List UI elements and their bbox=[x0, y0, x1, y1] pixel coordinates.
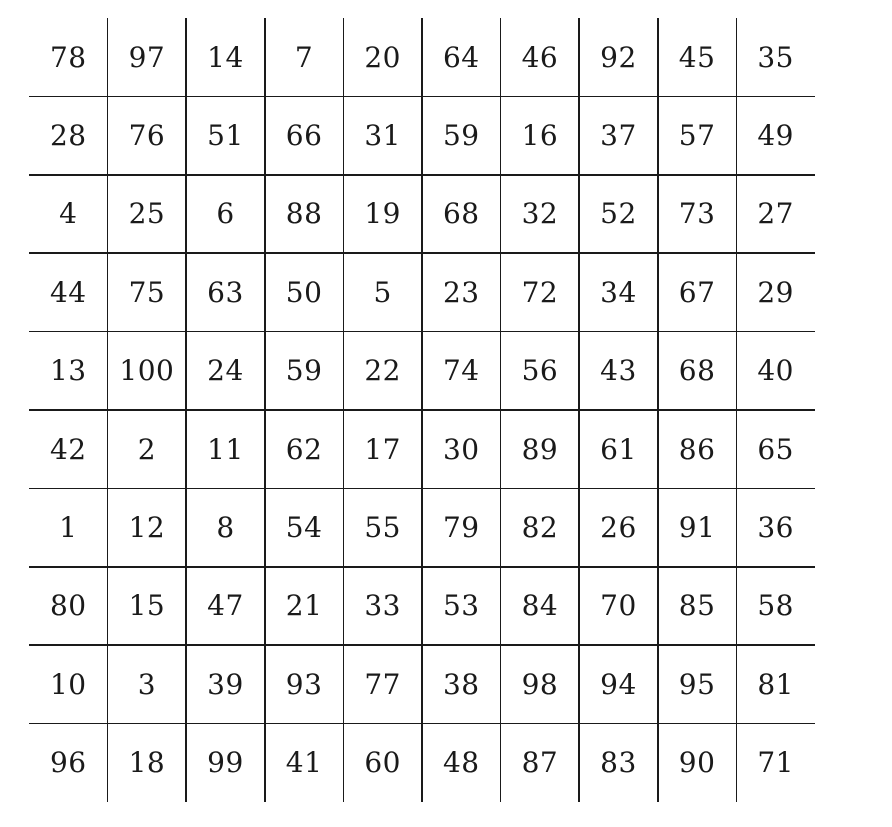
grid-cell: 100 bbox=[119, 354, 175, 388]
grid-cell: 97 bbox=[128, 40, 166, 74]
grid-cell: 67 bbox=[678, 275, 716, 309]
grid-cell: 30 bbox=[442, 432, 480, 466]
grid-cell: 41 bbox=[285, 746, 323, 780]
grid-cell: 82 bbox=[521, 511, 559, 545]
grid-cell: 79 bbox=[442, 511, 480, 545]
grid-cell: 95 bbox=[678, 667, 716, 701]
grid-cell: 28 bbox=[49, 119, 87, 153]
grid-cell: 23 bbox=[442, 275, 480, 309]
grid-cell: 19 bbox=[364, 197, 401, 231]
grid-cell: 58 bbox=[757, 589, 794, 623]
grid-cell: 29 bbox=[757, 275, 794, 309]
grid-cell: 16 bbox=[521, 119, 559, 153]
grid-cell: 64 bbox=[442, 40, 480, 74]
grid-cell: 20 bbox=[364, 40, 401, 74]
grid-cell: 59 bbox=[442, 119, 480, 153]
grid-cell: 73 bbox=[678, 197, 716, 231]
grid-cell: 71 bbox=[757, 746, 794, 780]
grid-cell: 96 bbox=[49, 746, 87, 780]
grid-cell: 4 bbox=[59, 197, 78, 231]
grid-cell: 60 bbox=[364, 746, 401, 780]
grid-cell: 2 bbox=[137, 432, 157, 466]
grid-cell: 15 bbox=[128, 589, 166, 623]
grid-cell: 84 bbox=[521, 589, 559, 623]
grid-cell: 14 bbox=[207, 40, 244, 74]
grid-cell: 92 bbox=[600, 40, 637, 74]
grid-cell: 50 bbox=[285, 275, 323, 309]
grid-cell: 99 bbox=[207, 746, 244, 780]
grid-cell: 90 bbox=[678, 746, 716, 780]
grid-cell: 88 bbox=[285, 197, 323, 231]
grid-cell: 11 bbox=[207, 432, 244, 466]
grid-cell: 40 bbox=[757, 354, 794, 388]
grid-cell: 56 bbox=[521, 354, 559, 388]
grid-cell: 51 bbox=[207, 119, 244, 153]
grid-cell: 3 bbox=[137, 667, 157, 701]
grid-cell: 54 bbox=[285, 511, 323, 545]
grid-cell: 66 bbox=[285, 119, 323, 153]
grid-cell: 43 bbox=[600, 354, 637, 388]
grid-cell: 32 bbox=[521, 197, 559, 231]
grid-cell: 44 bbox=[49, 275, 87, 309]
grid-cell: 36 bbox=[757, 511, 794, 545]
grid-cell: 68 bbox=[678, 354, 716, 388]
grid-cell: 7 bbox=[294, 40, 314, 74]
grid-cell: 75 bbox=[128, 275, 166, 309]
grid-cell: 94 bbox=[600, 667, 637, 701]
grid-cell: 24 bbox=[207, 354, 244, 388]
grid-cell: 38 bbox=[442, 667, 480, 701]
grid-cell: 22 bbox=[364, 354, 401, 388]
grid-cell: 70 bbox=[600, 589, 637, 623]
grid-cell: 65 bbox=[757, 432, 794, 466]
grid-cell: 68 bbox=[442, 197, 480, 231]
grid-cell: 21 bbox=[285, 589, 323, 623]
grid-cell: 17 bbox=[364, 432, 401, 466]
grid-cell: 76 bbox=[128, 119, 166, 153]
grid-cell: 81 bbox=[757, 667, 794, 701]
grid-cell: 42 bbox=[49, 432, 87, 466]
grid-cell: 55 bbox=[364, 511, 401, 545]
grid-cell: 74 bbox=[442, 354, 480, 388]
grid-cell: 89 bbox=[521, 432, 559, 466]
grid-cell: 93 bbox=[285, 667, 323, 701]
grid-cell: 45 bbox=[678, 40, 716, 74]
grid-cell: 91 bbox=[678, 511, 716, 545]
grid-cell: 63 bbox=[207, 275, 244, 309]
grid-cell: 49 bbox=[757, 119, 794, 153]
grid-cell: 78 bbox=[49, 40, 87, 74]
grid-cell: 72 bbox=[521, 275, 559, 309]
grid-cell: 57 bbox=[678, 119, 716, 153]
grid-cell: 10 bbox=[49, 667, 87, 701]
grid-cell: 87 bbox=[521, 746, 559, 780]
grid-cell: 1 bbox=[59, 511, 78, 545]
grid-cell: 8 bbox=[216, 511, 235, 545]
grid-cell: 83 bbox=[600, 746, 637, 780]
grid-cell: 47 bbox=[207, 589, 244, 623]
grid-cell: 25 bbox=[128, 197, 166, 231]
grid-cell: 53 bbox=[442, 589, 480, 623]
grid-cell: 85 bbox=[678, 589, 716, 623]
grid-cell: 61 bbox=[600, 432, 637, 466]
grid-cell: 59 bbox=[285, 354, 323, 388]
grid-cell: 26 bbox=[600, 511, 637, 545]
grid-cell: 12 bbox=[128, 511, 166, 545]
grid-cell: 33 bbox=[364, 589, 401, 623]
number-grid bbox=[29, 18, 815, 802]
grid-cell: 39 bbox=[207, 667, 244, 701]
grid-cell: 37 bbox=[600, 119, 637, 153]
grid-cell: 52 bbox=[600, 197, 637, 231]
grid-cell: 80 bbox=[49, 589, 87, 623]
grid-cell: 98 bbox=[521, 667, 559, 701]
grid-cell: 34 bbox=[600, 275, 637, 309]
grid-cell: 13 bbox=[49, 354, 87, 388]
grid-cell: 31 bbox=[364, 119, 401, 153]
grid-cell: 18 bbox=[128, 746, 166, 780]
grid-cell: 6 bbox=[216, 197, 235, 231]
grid-cell: 62 bbox=[285, 432, 323, 466]
grid-cell: 77 bbox=[364, 667, 401, 701]
grid-cell: 27 bbox=[757, 197, 794, 231]
grid-cell: 5 bbox=[373, 275, 392, 309]
grid-cell: 35 bbox=[757, 40, 794, 74]
grid-cell: 48 bbox=[442, 746, 480, 780]
grid-cell: 86 bbox=[678, 432, 716, 466]
grid-cell: 46 bbox=[521, 40, 559, 74]
